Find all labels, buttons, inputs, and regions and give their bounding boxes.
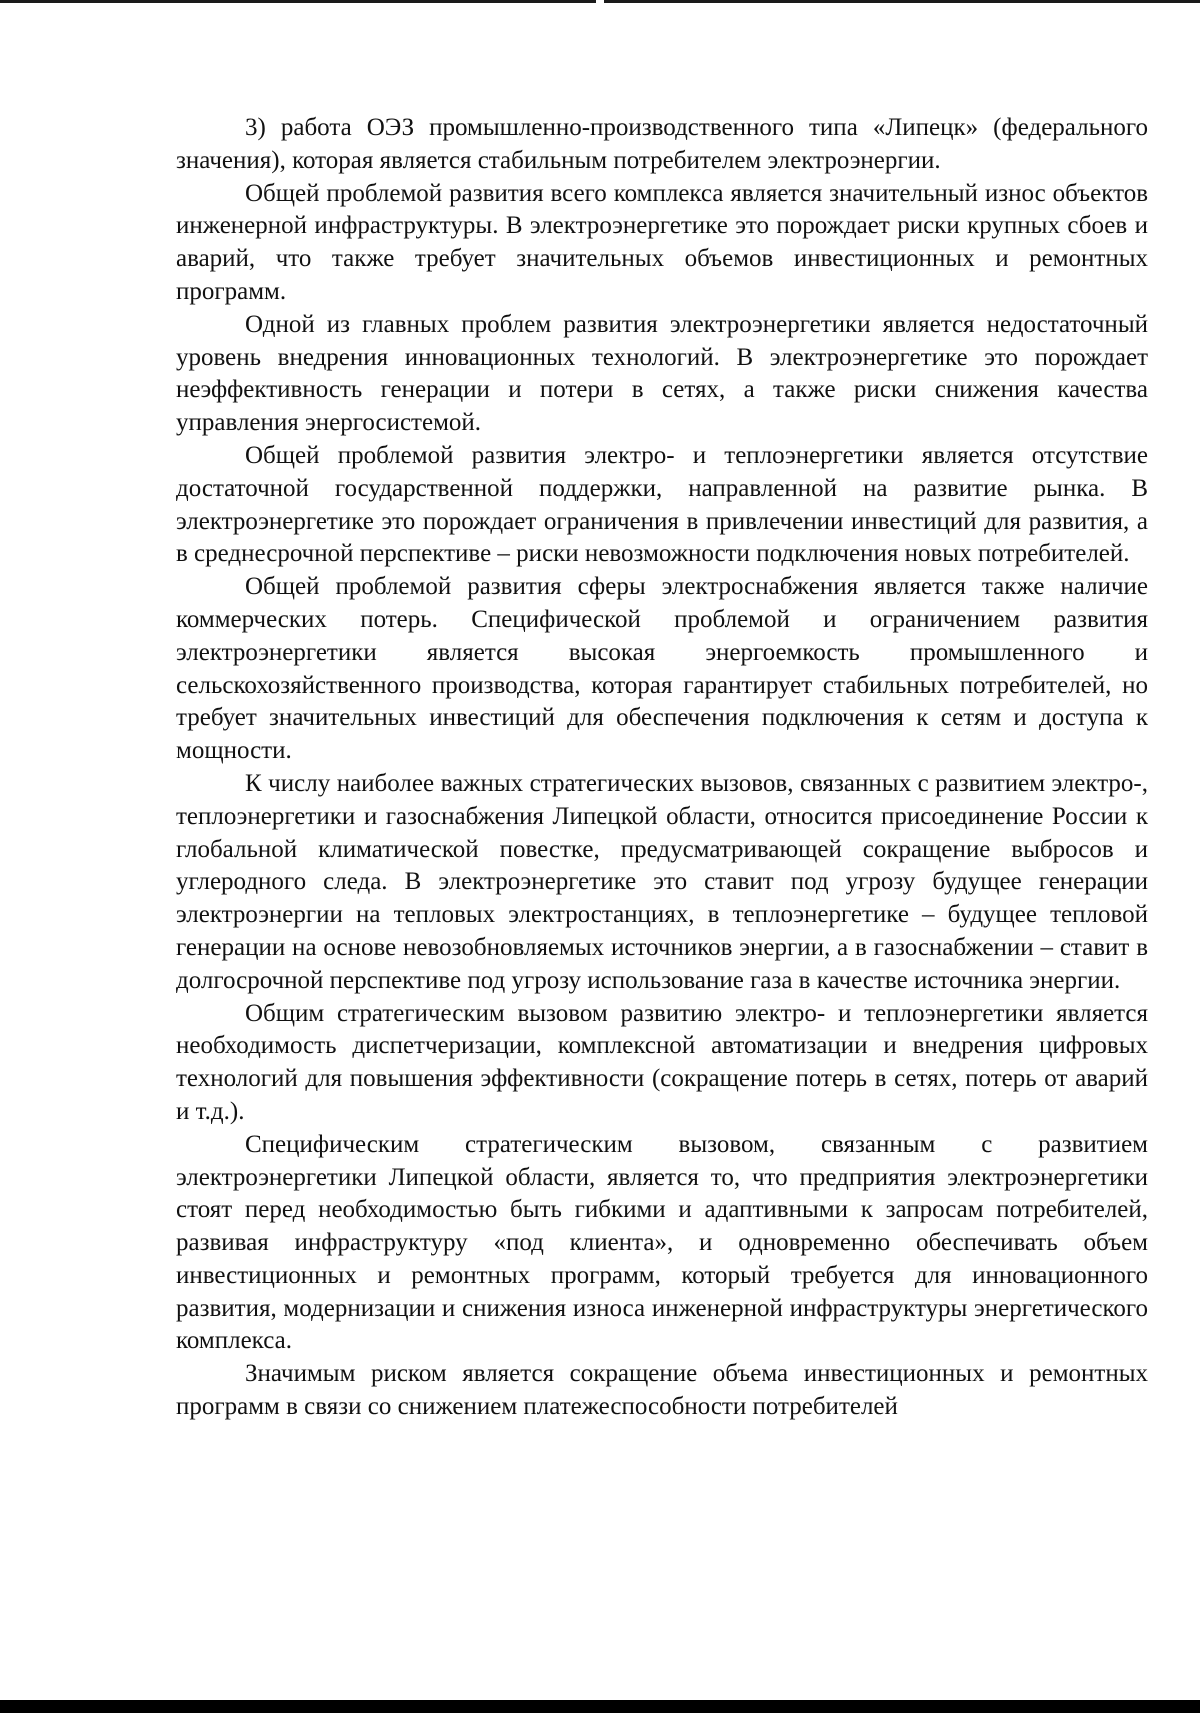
- scan-bottom-edge: [0, 1700, 1200, 1713]
- paragraph-innovation-level: Одной из главных проблем развития электроэнергетики является недостаточный уровень внедрения инновационных технологий. В электроэнергетике это порождает неэффективность генерации и потери в сетях, а также риски снижения качества управления энергосистемой.: [176, 310, 1148, 437]
- paragraph-customer-flexibility: Специфическим стратегическим вызовом, связанным с развитием электроэнергетики Липецкой области, является то, что предприятия электроэнергетики стоят перед необходимостью быть гибкими и адаптивными к запросам потребителей, развивая инфраструктуру «под клиента», и одновременно обеспечивать объем инвестиционных и ремонтных программ, который требуется для инновационного развития, модернизации и снижения износа инженерной инфраструктуры энергетического комплекса.: [176, 1130, 1148, 1355]
- scan-top-edge-gap: [596, 0, 604, 3]
- paragraph-infrastructure-wear: Общей проблемой развития всего комплекса является значительный износ объектов инженерной инфраструктуры. В электроэнергетике это порождает риски крупных сбоев и аварий, что также требует значительных объемов инвестиционных и ремонтных программ.: [176, 179, 1148, 305]
- paragraph-state-support: Общей проблемой развития электро- и теплоэнергетики является отсутствие достаточной государственной поддержки, направленной на развитие рынка. В электроэнергетике это порождает ограничения в привлечении инвестиций для развития, а в среднесрочной перспективе – риски невозможности подключения новых потребителей.: [176, 441, 1148, 568]
- paragraph-oez-lipetsk: 3) работа ОЭЗ промышленно-производственного типа «Липецк» (федерального значения), которая является стабильным потребителем электроэнергии.: [176, 114, 1148, 174]
- paragraph-climate-agenda: К числу наиболее важных стратегических вызовов, связанных с развитием электро-, теплоэнергетики и газоснабжения Липецкой области, относится присоединение России к глобальной климатической повестке, предусматривающей сокращение выбросов и углеродного следа. В электроэнергетике это ставит под угрозу будущее генерации электроэнергии на тепловых электростанциях, в теплоэнергетике – будущее тепловой генерации на основе невозобновляемых источников энергии, а в газоснабжении – ставит в долгосрочной перспективе под угрозу использование газа в качестве источника энергии.: [176, 769, 1148, 994]
- paragraph-digitalization: Общим стратегическим вызовом развитию электро- и теплоэнергетики является необходимость диспетчеризации, комплексной автоматизации и внедрения цифровых технологий для повышения эффективности (сокращение потерь в сетях, потерь от аварий и т.д.).: [176, 999, 1148, 1125]
- document-body: [176, 112, 1148, 1424]
- paragraph-investment-risk: Значимым риском является сокращение объема инвестиционных и ремонтных программ в связи со снижением платежеспособности потребителей: [176, 1360, 1148, 1421]
- paragraph-commercial-losses: Общей проблемой развития сферы электроснабжения является также наличие коммерческих потерь. Специфической проблемой и ограничением развития электроэнергетики является высокая энергоемкость промышленного и сельскохозяйственного производства, которая гарантирует стабильных потребителей, но требует значительных инвестиций для обеспечения подключения к сетям и доступа к мощности.: [176, 573, 1148, 765]
